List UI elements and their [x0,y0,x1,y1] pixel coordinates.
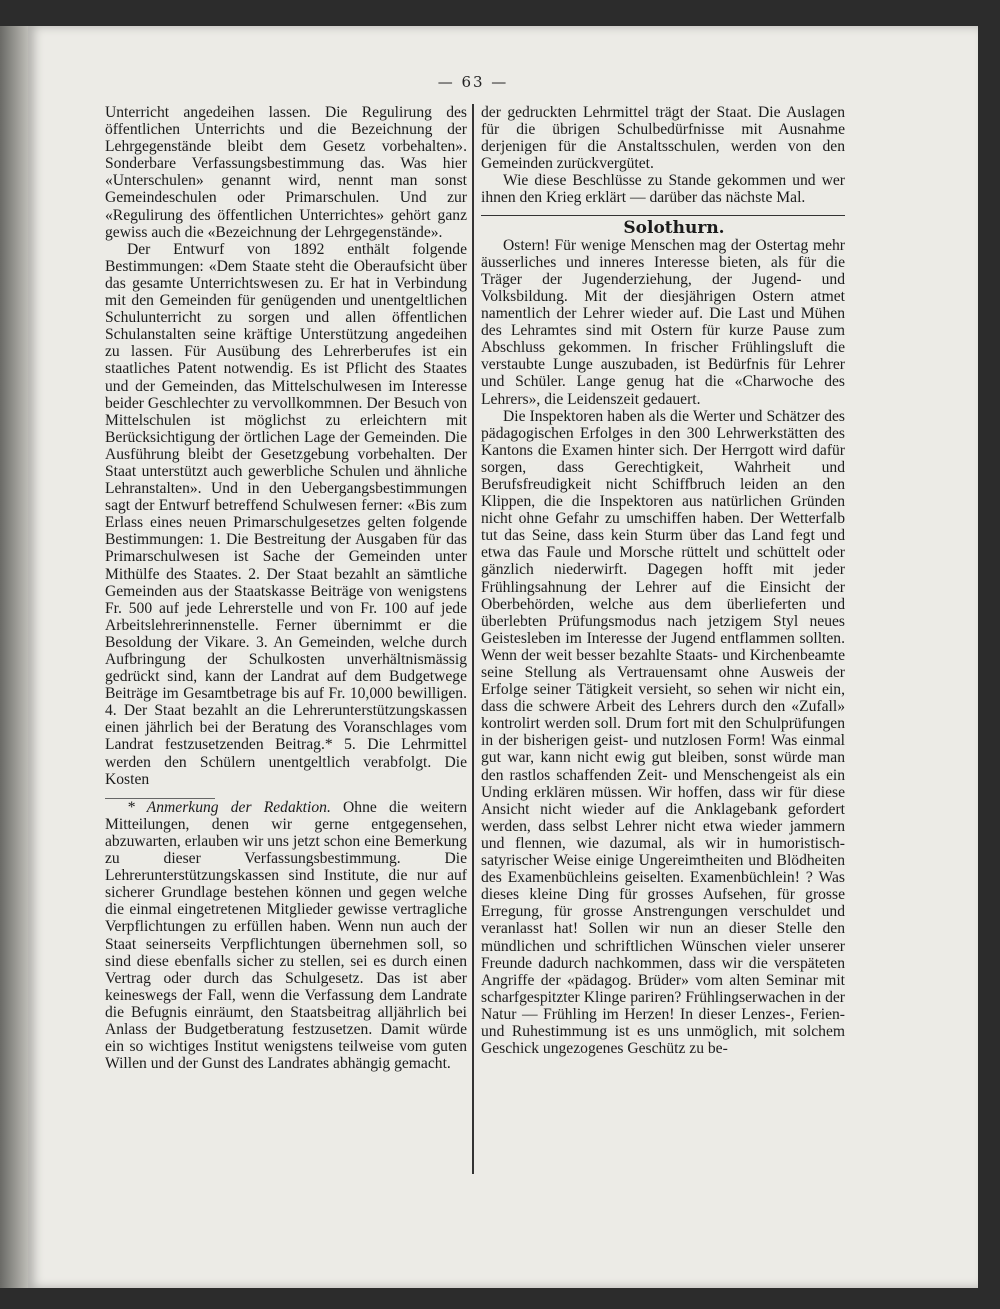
book-binding-edge [0,26,28,1288]
right-intro-paragraph-1: der gedruckten Lehrmittel trägt der Staat. Die Auslagen für die übrigen Schulbedürfnisse mit Ausnahme derjenigen für die Anstaltsschulen, werden von den Gemeinden zurückvergütet. [481,104,845,173]
section-paragraph-1: Ostern! Für wenige Menschen mag der Ostertag mehr äusserliches und inneres Interesse bieten, als für die Träger der Jugenderziehung, der Jugend- und Volksbildung. Mit der diesjährigen Ostern atmet namentlich der Lehrer wieder auf. Die Last und Mühen des Lehramtes sind mit Ostern für kurze Pause zum Abschluss gekommen. In frischer Frühlingsluft die verstaubte Lunge auszubaden, ist Bedürfnis für Lehrer und Schüler. Lange genug hat die «Charwoche des Lehrers», die Leidenszeit gedauert. [481,236,845,408]
left-paragraph-2: Der Entwurf von 1892 enthält folgende Bestimmungen: «Dem Staate steht die Oberaufsicht über das gesamte Unterrichtswesen zu. Er hat in Verbindung mit den Gemeinden für genügenden und unentgeltlichen Schulunterricht zu sorgen und allen öffentlichen Schulanstalten seine kräftige Unterstützung angedeihen zu lassen. Für Ausübung des Lehrerberufes ist ein staatliches Patent notwendig. Es ist Pflicht des Staates und der Gemeinden, das Mittelschulwesen im Interesse beider Geschlechter zu vervollkommnen. Der Besuch von Mittelschulen ist möglichst zu erleichtern mit Berücksichtigung der örtlichen Lage der Gemeinden. Die Ausführung bleibt der Gesetzgebung vorbehalten. Der Staat unterstützt auch gewerbliche Schulen und ähnliche Lehranstalten». Und in den Uebergangsbestimmungen sagt der Entwurf betreffend Schulwesen ferner: «Bis zum Erlass eines neuen Primarschulgesetzes gelten folgende Bestimmungen: 1. Die Bestreitung der Ausgaben für das Primarschulwesen ist Sache der Gemeinden unter Mithülfe des Staates. 2. Der Staat bezahlt an sämtliche Gemeinden aus der Staatskasse Beiträge von wenigstens Fr. 500 auf jede Lehrerstelle und von Fr. 100 auf jede Arbeitslehrerinnenstelle. Ferner übernimmt er die Besoldung der Vikare. 3. An Gemeinden, welche durch Aufbringung der Schulkosten unverhältnismässig gedrückt sind, kann der Landrat auf dem Budgetwege Beiträge im Gesamtbetrage bis auf Fr. 10,000 bewilligen. 4. Der Staat bezahlt an die Lehrerunterstützungskassen einen jährlich bei der Beratung des Voranschlages vom Landrat festzusetzenden Beitrag.* 5. Die Lehrmittel werden den Schülern unentgeltlich verabfolgt. Die Kosten [105,240,467,788]
page-number: — 63 — [437,73,509,91]
left-paragraph-1: Unterricht angedeihen lassen. Die Regulirung des öffentlichen Unterrichts und die Bezeichnung der Lehrgegenstände bleibt dem Gesetz vorbehalten». Sonderbare Verfassungsbestimmung das. Was hier «Unterschulen» genannt wird, nennt man sonst Gemeindeschulen oder Primarschulen. Und zur «Regulirung des öffentlichen Unterrichtes» gehört ganz gewiss auch die «Bezeichnung der Lehrgegenstände». [105,104,467,241]
right-intro-paragraph-2: Wie diese Beschlüsse zu Stande gekommen und wer ihnen den Krieg erklärt — darüber das nächste Mal. [481,172,845,207]
column-divider [472,104,474,1174]
right-column [481,104,845,1057]
section-paragraph-2: Die Inspektoren haben als die Werter und Schätzer des pädagogischen Erfolges in den 300 Lehrwerkstätten des Kantons die Examen hinter sich. Der Herrgott wird dafür sorgen, dass Gerechtigkeit, Wahrheit und Berufsfreudigkeit nicht Schiffbruch leiden an den Klippen, die die Inspektoren aus natürlichen Gründen nicht ohne Gefahr zu umschiffen haben. Der Wetterfalb tut das Seine, dass kein Sturm über das Land fegt und etwa das Faule und Morsche rüttelt und schüttelt oder gänzlich niederwirft. Dagegen hofft mit jeder Frühlingsahnung der Lehrer auf die Einsicht der Oberbehörden, welche aus dem überlieferten und überlebten Prüfungsmodus nach jetzigem Styl neues Geistesleben im Interesse der Jugend entflammen sollten. Wenn der weit besser bezahlte Staats- und Kirchenbeamte seine Stellung als Vertrauensamt ohne Ausweis der Erfolge seiner Tätigkeit versieht, so sehen wir nicht ein, dass die schwere Arbeit des Lehrers durch den «Zufall» kontrolirt werden soll. Drum fort mit den Schulprüfungen in der bisherigen geist- und nutzlosen Form! Was einmal gut war, kann nicht ewig gut bleiben, sonst würde man den rastlos schaffenden Zeit- und Menschengeist als ein Unding erklären müssen. Wir hoffen, dass wir für diese Ansicht nicht wieder auf die Anklagebank gefordert werden, dass selbst Lehrer nicht etwa wieder jammern und flennen, wie dazumal, als wir in humoristisch-satyrischer Weise einige Ungereimtheiten und Blödheiten des Examenbüchleins geiselten. Examenbüchlein! ? Was dieses kleine Ding für grosses Aufsehen, für grosse Erregung, für grosse Anstrengungen verschuldet und veranlasst hat! Sollen wir nun an dieser Stelle den mündlichen und schriftlichen Wünschen vieler unserer Freunde dadurch nachkommen, dass wir die verspäteten Angriffe der «pädagog. Brüder» vom alten Seminar mit scharfgespitzter Klinge pariren? Frühlingserwachen in der Natur — Frühling im Herzen! In dieser Lenzes-, Ferien- und Ruhestimmung ist es uns unmöglich, mit solchem Geschick ungezogenes Geschütz zu be- [481,407,845,1058]
footnote-marker: * Anmerkung der Redaktion. [127,798,331,816]
left-column [105,104,467,1072]
footnote [105,799,467,1073]
section-heading: Solothurn. [623,217,725,238]
section-rule [481,207,845,216]
footnote-text: Ohne die weitern Mitteilungen, denen wir gerne entgegensehen, abzuwarten, erlauben wir uns jetzt schon eine Bemerkung zu dieser Verfassungsbestimmung. Die Lehrerunterstützungskassen sind Institute, die nur auf sicherer Grundlage bestehen können und gegen welche die einmal eingetretenen Mitglieder gewisse vertragliche Verpflichtungen zu erfüllen haben. Wenn nun auch der Staat seinerseits Verpflichtungen übernehmen soll, so sind diese ebenfalls sicher zu stellen, sei es durch einen Vertrag oder durch das Schulgesetz. Das ist aber keineswegs der Fall, wenn die Verfassung dem Landrate die Befugnis einräumt, den Staatsbeitrag alljährlich bei Anlass der Budgetberatung festzusetzen. Damit würde ein so wichtiges Institut wenigstens teilweise vom guten Willen und der Gunst des Landrates abhängig gemacht. [105,798,467,1073]
